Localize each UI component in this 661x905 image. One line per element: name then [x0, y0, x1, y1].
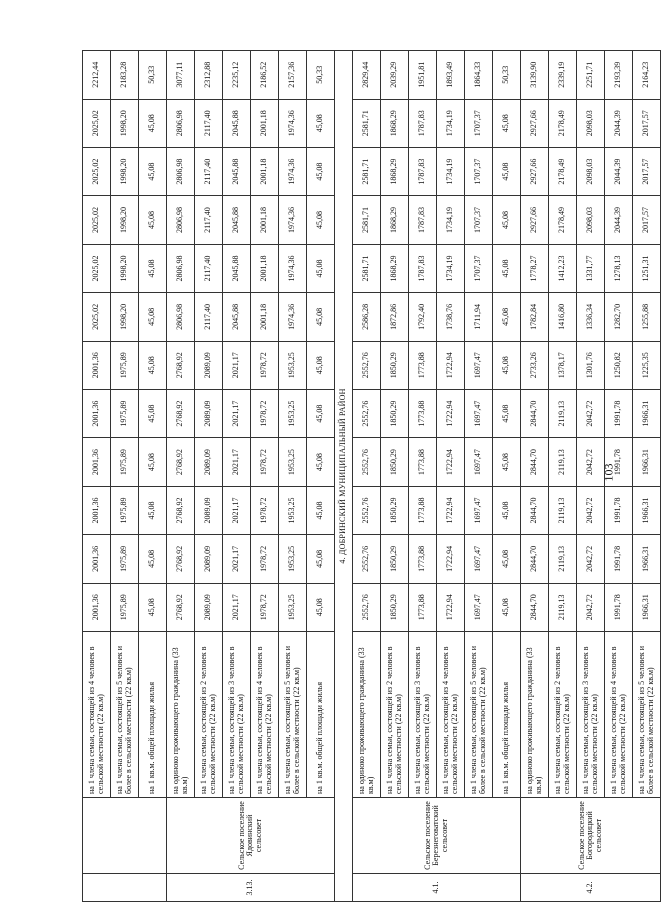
- value-cell: 1868,29: [381, 244, 409, 292]
- value-cell: 1966,31: [633, 535, 661, 583]
- value-cell: 2089,09: [195, 438, 223, 486]
- row-description: на 1 члена семьи, состоящей из 3 человек в сельской местности (22 кв.м): [577, 632, 605, 798]
- value-cell: 1738,76: [437, 293, 465, 341]
- value-cell: 45,08: [307, 147, 335, 195]
- value-cell: 2178,49: [549, 99, 577, 147]
- value-cell: 1991,78: [605, 486, 633, 534]
- value-cell: 2581,71: [353, 196, 381, 244]
- value-cell: 2119,13: [549, 438, 577, 486]
- value-cell: 1301,76: [577, 341, 605, 389]
- value-cell: 1787,83: [409, 244, 437, 292]
- value-cell: 2183,28: [111, 51, 139, 100]
- value-cell: 1872,86: [381, 293, 409, 341]
- value-cell: 1707,37: [465, 244, 493, 292]
- value-cell: 2042,72: [577, 389, 605, 437]
- value-cell: 1974,36: [279, 147, 307, 195]
- value-cell: 45,08: [493, 389, 521, 437]
- value-cell: 1850,29: [381, 583, 409, 631]
- value-cell: 2045,88: [223, 99, 251, 147]
- value-cell: 1722,94: [437, 389, 465, 437]
- value-cell: 2042,72: [577, 438, 605, 486]
- table-row: [381, 51, 409, 902]
- value-cell: 1991,78: [605, 535, 633, 583]
- value-cell: 2001,36: [83, 341, 111, 389]
- value-cell: 2089,09: [195, 389, 223, 437]
- value-cell: 2021,17: [223, 486, 251, 534]
- value-cell: 1850,29: [381, 486, 409, 534]
- row-description: на 1 члена семьи, состоящей из 4 человек в сельской местности (22 кв.м): [251, 632, 279, 798]
- row-description: на 1 члена семьи, состоящей из 5 человек и более в сельской местности (22 кв.м): [465, 632, 493, 798]
- value-cell: 2212,44: [83, 51, 111, 100]
- row-description: на одиноко проживающего гражданина (33 кв.м): [353, 632, 381, 798]
- value-cell: 2021,17: [223, 341, 251, 389]
- value-cell: 2844,70: [521, 486, 549, 534]
- value-cell: 1991,78: [605, 389, 633, 437]
- value-cell: 2552,76: [353, 583, 381, 631]
- value-cell: 45,08: [307, 486, 335, 534]
- row-description: на 1 члена семьи, состоящей из 2 человек в сельской местности (22 кв.м): [381, 632, 409, 798]
- value-cell: 2044,39: [605, 196, 633, 244]
- table-row: [409, 51, 437, 902]
- value-cell: 1251,31: [633, 244, 661, 292]
- value-cell: 2806,98: [167, 147, 195, 195]
- value-cell: 2844,70: [521, 389, 549, 437]
- value-cell: 2157,36: [279, 51, 307, 100]
- value-cell: 2089,09: [195, 486, 223, 534]
- value-cell: 1773,88: [409, 389, 437, 437]
- value-cell: 1978,72: [251, 389, 279, 437]
- value-cell: 3139,90: [521, 51, 549, 100]
- value-cell: 1974,36: [279, 99, 307, 147]
- value-cell: 2045,88: [223, 147, 251, 195]
- value-cell: 2119,13: [549, 486, 577, 534]
- value-cell: 45,08: [307, 341, 335, 389]
- value-cell: 1711,94: [465, 293, 493, 341]
- value-cell: 45,08: [493, 196, 521, 244]
- value-cell: 2098,03: [577, 196, 605, 244]
- value-cell: 1951,81: [409, 51, 437, 100]
- value-cell: 50,33: [307, 51, 335, 100]
- table-row: [353, 51, 381, 902]
- value-cell: 2829,44: [353, 51, 381, 100]
- table-row: [111, 51, 139, 902]
- value-cell: 2768,92: [167, 341, 195, 389]
- value-cell: 2001,18: [251, 196, 279, 244]
- value-cell: 2117,40: [195, 293, 223, 341]
- value-cell: 2844,70: [521, 583, 549, 631]
- value-cell: 1953,25: [279, 486, 307, 534]
- value-cell: 1991,78: [605, 583, 633, 631]
- value-cell: 2001,36: [83, 486, 111, 534]
- value-cell: 2021,17: [223, 535, 251, 583]
- value-cell: 1975,89: [111, 341, 139, 389]
- value-cell: 1998,20: [111, 293, 139, 341]
- value-cell: 50,33: [139, 51, 167, 100]
- value-cell: 45,08: [139, 147, 167, 195]
- value-cell: 2025,02: [83, 244, 111, 292]
- value-cell: 2806,98: [167, 293, 195, 341]
- row-number: [83, 874, 167, 902]
- row-description: на 1 члена семьи, состоящей из 5 человек и более в сельской местности (22 кв.м): [633, 632, 661, 798]
- table-row: [549, 51, 577, 902]
- value-cell: 45,08: [139, 486, 167, 534]
- value-cell: 1978,72: [251, 583, 279, 631]
- value-cell: 45,08: [307, 196, 335, 244]
- value-cell: 1697,47: [465, 535, 493, 583]
- value-cell: 2117,40: [195, 196, 223, 244]
- row-description: на 1 кв.м. общей площади жилья: [307, 632, 335, 798]
- table-row: [633, 51, 661, 902]
- value-cell: 1734,19: [437, 99, 465, 147]
- value-cell: 1697,47: [465, 389, 493, 437]
- value-cell: 1225,35: [633, 341, 661, 389]
- row-number: 4.2.: [521, 874, 661, 902]
- value-cell: 1336,34: [577, 293, 605, 341]
- value-cell: 1868,29: [381, 99, 409, 147]
- value-cell: 1998,20: [111, 147, 139, 195]
- table-row: [83, 51, 111, 902]
- row-description: на 1 члена семьи, состоящей из 5 человек и более в сельской местности (22 кв.м): [279, 632, 307, 798]
- table-row: [279, 51, 307, 902]
- value-cell: 1282,70: [605, 293, 633, 341]
- value-cell: 1707,37: [465, 99, 493, 147]
- value-cell: 2178,49: [549, 147, 577, 195]
- value-cell: 1998,20: [111, 244, 139, 292]
- value-cell: 2119,13: [549, 535, 577, 583]
- value-cell: 1978,72: [251, 535, 279, 583]
- row-description: на 1 члена семьи, состоящей из 4 человек в сельской местности (22 кв.м): [83, 632, 111, 798]
- value-cell: 2089,09: [195, 583, 223, 631]
- value-cell: 1378,17: [549, 341, 577, 389]
- value-cell: 2119,13: [549, 583, 577, 631]
- value-cell: 1734,19: [437, 196, 465, 244]
- value-cell: 1893,49: [437, 51, 465, 100]
- value-cell: 2001,18: [251, 293, 279, 341]
- value-cell: 1773,88: [409, 535, 437, 583]
- value-cell: 2117,40: [195, 244, 223, 292]
- value-cell: 45,08: [307, 583, 335, 631]
- row-description: на 1 члена семьи, состоящей из 4 человек в сельской местности (22 кв.м): [437, 632, 465, 798]
- settlement-name: Сельское поселение Березнеговатский сельсовет: [353, 798, 521, 874]
- value-cell: 1697,47: [465, 486, 493, 534]
- value-cell: 2806,98: [167, 196, 195, 244]
- value-cell: 1773,88: [409, 486, 437, 534]
- value-cell: 1975,89: [111, 389, 139, 437]
- settlement-name: Сельское поселение Богородицкий сельсовет: [521, 798, 661, 874]
- section-row: [335, 51, 353, 902]
- value-cell: 2098,03: [577, 99, 605, 147]
- table-row: [195, 51, 223, 902]
- value-cell: 1966,31: [633, 583, 661, 631]
- table-row: [251, 51, 279, 902]
- value-cell: 1966,31: [633, 486, 661, 534]
- value-cell: 2178,49: [549, 196, 577, 244]
- value-cell: 2339,19: [549, 51, 577, 100]
- value-cell: 2927,66: [521, 147, 549, 195]
- value-cell: 45,08: [493, 341, 521, 389]
- value-cell: 45,08: [139, 583, 167, 631]
- value-cell: 2042,72: [577, 583, 605, 631]
- value-cell: 1697,47: [465, 438, 493, 486]
- value-cell: 2768,92: [167, 438, 195, 486]
- value-cell: 1707,37: [465, 147, 493, 195]
- value-cell: 1868,29: [381, 196, 409, 244]
- value-cell: 1707,37: [465, 196, 493, 244]
- value-cell: 1998,20: [111, 99, 139, 147]
- value-cell: 45,08: [493, 244, 521, 292]
- value-cell: 1722,94: [437, 341, 465, 389]
- value-cell: 1722,94: [437, 486, 465, 534]
- value-cell: 2017,57: [633, 99, 661, 147]
- value-cell: 1331,77: [577, 244, 605, 292]
- value-cell: 2017,57: [633, 147, 661, 195]
- row-number: 3.13.: [167, 874, 335, 902]
- value-cell: 1953,25: [279, 438, 307, 486]
- value-cell: 45,08: [307, 244, 335, 292]
- value-cell: 1966,31: [633, 438, 661, 486]
- value-cell: 1978,72: [251, 438, 279, 486]
- value-cell: 2117,40: [195, 99, 223, 147]
- value-cell: 2164,23: [633, 51, 661, 100]
- value-cell: 2045,88: [223, 293, 251, 341]
- value-cell: 1975,89: [111, 438, 139, 486]
- value-cell: 2001,18: [251, 99, 279, 147]
- value-cell: 45,08: [139, 244, 167, 292]
- row-description: на 1 члена семьи, состоящей из 4 человек в сельской местности (22 кв.м): [605, 632, 633, 798]
- value-cell: 2025,02: [83, 196, 111, 244]
- table-row: [139, 51, 167, 902]
- value-cell: 45,08: [493, 147, 521, 195]
- value-cell: 1782,84: [521, 293, 549, 341]
- value-cell: 45,08: [307, 99, 335, 147]
- value-cell: 2186,52: [251, 51, 279, 100]
- row-number: 4.1.: [353, 874, 521, 902]
- value-cell: 2552,76: [353, 535, 381, 583]
- row-description: на 1 кв.м. общей площади жилья: [493, 632, 521, 798]
- value-cell: 1850,29: [381, 438, 409, 486]
- value-cell: 1850,29: [381, 389, 409, 437]
- value-cell: 2089,09: [195, 535, 223, 583]
- value-cell: 2768,92: [167, 583, 195, 631]
- value-cell: 45,08: [307, 293, 335, 341]
- settlement-name: Сельское поселение Ядовинский сельсовет: [167, 798, 335, 874]
- value-cell: 2001,36: [83, 535, 111, 583]
- table-row: [577, 51, 605, 902]
- value-cell: 1792,40: [409, 293, 437, 341]
- value-cell: 1998,20: [111, 196, 139, 244]
- value-cell: 2021,17: [223, 438, 251, 486]
- row-description: на одиноко проживающего гражданина (33 кв.м): [521, 632, 549, 798]
- value-cell: 2552,76: [353, 389, 381, 437]
- value-cell: 2235,12: [223, 51, 251, 100]
- value-cell: 2045,88: [223, 244, 251, 292]
- value-cell: 1255,88: [633, 293, 661, 341]
- row-description: на 1 члена семьи, состоящей из 2 человек в сельской местности (22 кв.м): [549, 632, 577, 798]
- value-cell: 2927,66: [521, 99, 549, 147]
- value-cell: 1412,23: [549, 244, 577, 292]
- value-cell: 2039,29: [381, 51, 409, 100]
- value-cell: 2844,70: [521, 535, 549, 583]
- value-cell: 2586,28: [353, 293, 381, 341]
- value-cell: 1697,47: [465, 583, 493, 631]
- row-description: на 1 члена семьи, состоящей из 2 человек в сельской местности (22 кв.м): [195, 632, 223, 798]
- value-cell: 1416,80: [549, 293, 577, 341]
- value-cell: 45,08: [139, 535, 167, 583]
- value-cell: 2025,02: [83, 147, 111, 195]
- value-cell: 1975,89: [111, 486, 139, 534]
- value-cell: 2768,92: [167, 535, 195, 583]
- table-row: [465, 51, 493, 902]
- row-description: на одиноко проживающего гражданина (33 кв.м): [167, 632, 195, 798]
- value-cell: 2806,98: [167, 244, 195, 292]
- row-description: на 1 члена семьи, состоящей из 3 человек в сельской местности (22 кв.м): [223, 632, 251, 798]
- value-cell: 2001,36: [83, 438, 111, 486]
- value-cell: 1978,72: [251, 341, 279, 389]
- value-cell: 2025,02: [83, 99, 111, 147]
- value-cell: 2017,57: [633, 196, 661, 244]
- value-cell: 2001,36: [83, 583, 111, 631]
- value-cell: 1773,88: [409, 341, 437, 389]
- value-cell: 2042,72: [577, 486, 605, 534]
- section-header: 4. ДОБРИНСКИЙ МУНИЦИПАЛЬНЫЙ РАЙОН: [335, 51, 353, 902]
- value-cell: 1850,29: [381, 341, 409, 389]
- value-cell: 2193,39: [605, 51, 633, 100]
- value-cell: 2001,18: [251, 244, 279, 292]
- row-description: на 1 члена семьи, состоящей из 3 человек в сельской местности (22 кв.м): [409, 632, 437, 798]
- table-row: [223, 51, 251, 902]
- value-cell: 2552,76: [353, 341, 381, 389]
- value-cell: 1773,88: [409, 583, 437, 631]
- value-cell: 45,08: [139, 293, 167, 341]
- value-cell: 2581,71: [353, 99, 381, 147]
- value-cell: 2045,88: [223, 196, 251, 244]
- value-cell: 2098,03: [577, 147, 605, 195]
- row-description: на 1 кв.м. общей площади жилья: [139, 632, 167, 798]
- value-cell: 3077,11: [167, 51, 195, 100]
- value-cell: 2001,18: [251, 147, 279, 195]
- value-cell: 2581,71: [353, 244, 381, 292]
- value-cell: 2312,88: [195, 51, 223, 100]
- value-cell: 1850,29: [381, 535, 409, 583]
- value-cell: 1864,33: [465, 51, 493, 100]
- value-cell: 1953,25: [279, 535, 307, 583]
- value-cell: 2581,71: [353, 147, 381, 195]
- page-number: 103: [601, 463, 616, 482]
- value-cell: 45,08: [493, 535, 521, 583]
- value-cell: 45,08: [493, 583, 521, 631]
- value-cell: 2844,70: [521, 438, 549, 486]
- value-cell: 45,08: [493, 293, 521, 341]
- value-cell: 45,08: [139, 438, 167, 486]
- value-cell: 2927,66: [521, 196, 549, 244]
- value-cell: 1975,89: [111, 535, 139, 583]
- value-cell: 1722,94: [437, 438, 465, 486]
- value-cell: 45,08: [139, 99, 167, 147]
- settlement-name: [83, 798, 167, 874]
- value-cell: 2001,36: [83, 389, 111, 437]
- value-cell: 1278,13: [605, 244, 633, 292]
- value-cell: 50,33: [493, 51, 521, 100]
- value-cell: 45,08: [493, 438, 521, 486]
- value-cell: 1868,29: [381, 147, 409, 195]
- value-cell: 2021,17: [223, 583, 251, 631]
- value-cell: 1991,78: [605, 438, 633, 486]
- value-cell: 1953,25: [279, 389, 307, 437]
- value-cell: 1974,36: [279, 293, 307, 341]
- value-cell: 2552,76: [353, 438, 381, 486]
- value-cell: 1787,83: [409, 147, 437, 195]
- table-row: [437, 51, 465, 902]
- rates-table: [82, 50, 661, 902]
- value-cell: 45,08: [139, 196, 167, 244]
- value-cell: 2042,72: [577, 535, 605, 583]
- value-cell: 1734,19: [437, 147, 465, 195]
- value-cell: 1778,27: [521, 244, 549, 292]
- value-cell: 45,08: [139, 389, 167, 437]
- value-cell: 45,08: [307, 389, 335, 437]
- value-cell: 1722,94: [437, 583, 465, 631]
- value-cell: 45,08: [493, 99, 521, 147]
- value-cell: 1953,25: [279, 583, 307, 631]
- table-row: [493, 51, 521, 902]
- value-cell: 1974,36: [279, 244, 307, 292]
- value-cell: 1953,25: [279, 341, 307, 389]
- value-cell: 1697,47: [465, 341, 493, 389]
- value-cell: 2806,98: [167, 99, 195, 147]
- value-cell: 2119,13: [549, 389, 577, 437]
- value-cell: 1734,19: [437, 244, 465, 292]
- value-cell: 45,08: [493, 486, 521, 534]
- value-cell: 2044,39: [605, 147, 633, 195]
- table-row: [521, 51, 549, 902]
- value-cell: 1250,82: [605, 341, 633, 389]
- value-cell: 1975,89: [111, 583, 139, 631]
- value-cell: 2552,76: [353, 486, 381, 534]
- value-cell: 2768,92: [167, 486, 195, 534]
- row-description: на 1 члена семьи, состоящей из 5 человек и более в сельской местности (22 кв.м): [111, 632, 139, 798]
- value-cell: 45,08: [307, 438, 335, 486]
- value-cell: 45,08: [307, 535, 335, 583]
- rotated-table-container: [82, 50, 655, 902]
- value-cell: 2021,17: [223, 389, 251, 437]
- value-cell: 2117,40: [195, 147, 223, 195]
- value-cell: 45,08: [139, 341, 167, 389]
- value-cell: 2768,92: [167, 389, 195, 437]
- value-cell: 1978,72: [251, 486, 279, 534]
- value-cell: 1722,94: [437, 535, 465, 583]
- value-cell: 2733,26: [521, 341, 549, 389]
- value-cell: 1787,83: [409, 196, 437, 244]
- value-cell: 1974,36: [279, 196, 307, 244]
- value-cell: 1773,88: [409, 438, 437, 486]
- value-cell: 1966,31: [633, 389, 661, 437]
- value-cell: 1787,83: [409, 99, 437, 147]
- table-row: [167, 51, 195, 902]
- value-cell: 2251,71: [577, 51, 605, 100]
- value-cell: 2025,02: [83, 293, 111, 341]
- value-cell: 2044,39: [605, 99, 633, 147]
- table-row: [307, 51, 335, 902]
- value-cell: 2089,09: [195, 341, 223, 389]
